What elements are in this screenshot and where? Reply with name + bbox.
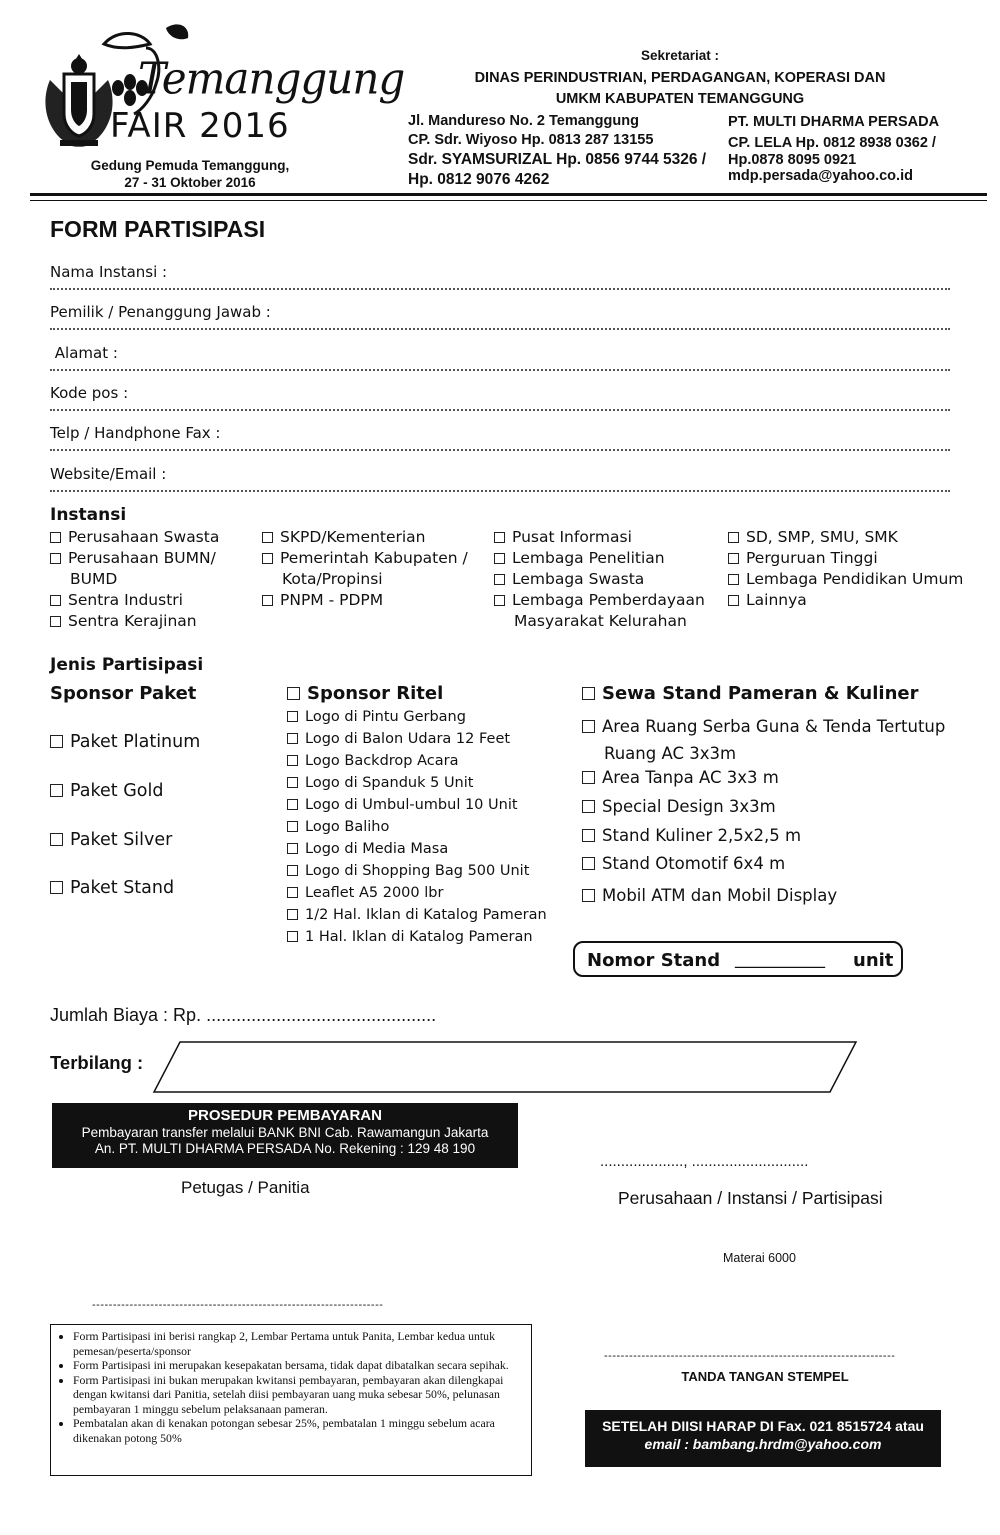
option-ritel[interactable]: Logo di Pintu Gerbang [287,706,547,728]
checkbox[interactable] [50,881,63,894]
note-item: • Pembatalan akan di kenakan potongan sebesar 25%, pembatalan 1 minggu sebelum acara dikenakan potong 50% [73,1416,525,1445]
checkbox[interactable] [262,553,273,564]
field-alamat[interactable] [50,335,950,371]
note-item: • Form Partisipasi ini berisi rangkap 2, Lembar Pertama untuk Panita, Lembar kedua untuk pemesan/peserta/sponsor [73,1329,525,1358]
checkbox[interactable] [50,553,61,564]
checkbox[interactable] [582,889,595,902]
materai-label: Materai 6000 [723,1251,796,1265]
perusahaan-label: Perusahaan / Instansi / Partisipasi [618,1188,883,1208]
option-ritel[interactable]: 1 Hal. Iklan di Katalog Pameran [287,926,547,948]
petugas-label: Petugas / Panitia [181,1178,310,1197]
option-skpd[interactable]: SKPD/Kementerian [262,527,468,548]
option-ritel[interactable]: Logo Baliho [287,816,547,838]
option-perusahaan-bumn[interactable]: Perusahaan BUMN/ BUMD [50,548,219,590]
instansi-col-2 [262,527,468,611]
field-label: Kode pos : [50,384,129,402]
field-telp[interactable] [50,415,950,451]
checkbox[interactable] [287,843,298,854]
secretariat-cp-1: CP. Sdr. Wiyoso Hp. 0813 287 13155 [408,132,654,148]
checkbox[interactable] [582,771,595,784]
header-rule-thin [30,200,987,201]
checkbox[interactable] [494,574,505,585]
instansi-heading: Instansi [50,505,127,525]
checkbox[interactable] [287,931,298,942]
option-paket-gold[interactable]: Paket Gold [50,781,163,801]
checkbox[interactable] [728,595,739,606]
option-lainnya[interactable]: Lainnya [728,590,963,611]
event-dates: 27 - 31 Oktober 2016 [124,175,256,190]
company-email: mdp.persada@yahoo.co.id [728,168,913,184]
org-line-2: UMKM KABUPATEN TEMANGGUNG [555,91,805,107]
option-sd-smp-smu-smk[interactable]: SD, SMP, SMU, SMK [728,527,963,548]
option-ritel[interactable]: Leaflet A5 2000 lbr [287,882,547,904]
option-pnpm[interactable]: PNPM - PDPM [262,590,468,611]
venue: Gedung Pemuda Temanggung, [90,158,290,173]
notes-box [50,1324,532,1476]
logo-fair: FAIR 2016 [110,106,290,146]
checkbox[interactable] [262,595,273,606]
checkbox[interactable] [287,687,300,700]
company-cp-2: Hp.0878 8095 0921 [728,152,857,168]
field-label: Nama Instansi : [50,263,168,281]
option-ritel[interactable]: Logo di Shopping Bag 500 Unit [287,860,547,882]
fax-line-2: email : bambang.hrdm@yahoo.com [644,1436,882,1452]
checkbox[interactable] [494,595,505,606]
header-rule-thick [30,193,987,196]
prosedur-line-2: An. PT. MULTI DHARMA PERSADA No. Rekening : 129 48 190 [94,1141,476,1156]
checkbox[interactable] [50,833,63,846]
option-sentra-kerajinan[interactable]: Sentra Kerajinan [50,611,219,632]
company-cp-1: CP. LELA Hp. 0812 8938 0362 / [728,135,936,151]
option-paket-stand[interactable]: Paket Stand [50,878,174,898]
checkbox[interactable] [287,887,298,898]
option-stand-kuliner[interactable]: Stand Kuliner 2,5x2,5 m [582,826,801,845]
checkbox[interactable] [287,755,298,766]
terbilang-input[interactable] [150,1040,862,1094]
nomor-stand-box[interactable] [573,941,903,977]
checkbox[interactable] [50,616,61,627]
terbilang-label: Terbilang : [50,1052,144,1073]
checkbox[interactable] [728,532,739,543]
secretariat-cp-2: Sdr. SYAMSURIZAL Hp. 0856 9744 5326 / [408,151,707,168]
field-kode-pos[interactable] [50,375,950,411]
checkbox[interactable] [262,532,273,543]
option-pemerintah-kabupaten[interactable]: Pemerintah Kabupaten / Kota/Propinsi [262,548,468,590]
form-title: FORM PARTISIPASI [50,216,266,242]
nomor-stand-unit: unit [853,950,894,971]
secretariat-address: Jl. Mandureso No. 2 Temanggung [408,113,639,129]
nomor-stand-label: Nomor Stand [587,950,721,971]
option-pusat-informasi[interactable]: Pusat Informasi [494,527,705,548]
option-perusahaan-swasta[interactable]: Perusahaan Swasta [50,527,219,548]
option-area-ruang-serba-guna[interactable]: Area Ruang Serba Guna & Tenda Tertutup Ruang AC 3x3m [582,713,945,767]
checkbox[interactable] [287,865,298,876]
checkbox[interactable] [287,711,298,722]
option-sponsor-ritel[interactable] [287,683,443,704]
option-ritel[interactable]: 1/2 Hal. Iklan di Katalog Pameran [287,904,547,926]
logo-script: Temanggung [138,52,405,105]
sponsor-ritel-list [287,706,547,948]
option-lembaga-swasta[interactable]: Lembaga Swasta [494,569,705,590]
field-label: Pemilik / Penanggung Jawab : [50,303,271,321]
checkbox[interactable] [494,532,505,543]
checkbox[interactable] [287,777,298,788]
checkbox[interactable] [582,857,595,870]
note-item: • Form Partisipasi ini bukan merupakan kwitansi pembayaran, pembayaran akan dilengkapai dengan kwitansi dari Panitia, setelah diisi pembayaran uang muka sebesar 50%, pelunasan pembayaran 1 minggu sebelum pelaksanaan pameran. [73,1373,525,1417]
checkbox[interactable] [287,909,298,920]
company-name: PT. MULTI DHARMA PERSADA [728,114,940,130]
checkbox[interactable] [50,532,61,543]
option-special-design[interactable]: Special Design 3x3m [582,797,776,816]
option-sewa-stand[interactable] [582,683,918,704]
secretariat-cp-3: Hp. 0812 9076 4262 [408,171,550,188]
checkbox[interactable] [287,799,298,810]
sponsor-ritel-heading: Sponsor Ritel [307,683,444,704]
field-website-email[interactable] [50,456,950,492]
fax-box [585,1410,941,1467]
checkbox[interactable] [728,553,739,564]
option-perguruan-tinggi[interactable]: Perguruan Tinggi [728,548,963,569]
option-lembaga-pendidikan-umum[interactable]: Lembaga Pendidikan Umum [728,569,963,590]
stempel-signature-line: ---------------------------------------------------------------------- [604,1350,896,1362]
option-ritel[interactable]: Logo Backdrop Acara [287,750,547,772]
checkbox[interactable] [582,687,595,700]
option-mobil-atm[interactable]: Mobil ATM dan Mobil Display [582,886,837,905]
secretariat-label: Sekretariat : [640,48,720,63]
checkbox[interactable] [494,553,505,564]
note-item: • Form Partisipasi ini merupakan kesepakatan bersama, tidak dapat dibatalkan secara sepihak. [73,1358,525,1373]
place-date[interactable]: ...................., ............................ [600,1153,809,1170]
option-paket-silver[interactable]: Paket Silver [50,830,172,850]
option-ritel[interactable]: Logo di Media Masa [287,838,547,860]
checkbox[interactable] [287,821,298,832]
checkbox[interactable] [50,784,63,797]
notes-list [57,1329,525,1445]
nomor-stand-blank[interactable]: __________ [735,948,825,969]
checkbox[interactable] [50,735,63,748]
prosedur-line-1: Pembayaran transfer melalui BANK BNI Cab. Rawamangun Jakarta [81,1125,489,1140]
option-ritel[interactable]: Logo di Balon Udara 12 Feet [287,728,547,750]
field-label: Telp / Handphone Fax : [50,424,221,442]
option-ritel[interactable]: Logo di Umbul-umbul 10 Unit [287,794,547,816]
field-label: Website/Email : [50,465,167,483]
checkbox[interactable] [50,595,61,606]
stempel-label: TANDA TANGAN STEMPEL [681,1369,849,1384]
option-ritel[interactable]: Logo di Spanduk 5 Unit [287,772,547,794]
sponsor-paket-heading: Sponsor Paket [50,683,197,704]
prosedur-box [52,1103,518,1168]
option-lembaga-penelitian[interactable]: Lembaga Penelitian [494,548,705,569]
option-paket-platinum[interactable]: Paket Platinum [50,732,200,752]
event-logo [38,18,405,158]
fax-line-1: SETELAH DIISI HARAP DI Fax. 021 8515724 atau [602,1418,924,1434]
option-stand-otomotif[interactable]: Stand Otomotif 6x4 m [582,854,785,873]
org-line-1: DINAS PERINDUSTRIAN, PERDAGANGAN, KOPERASI DAN [474,70,886,86]
field-nama-instansi[interactable] [50,254,950,290]
checkbox[interactable] [728,574,739,585]
petugas-signature-line: ---------------------------------------------------------------------- [92,1299,384,1311]
checkbox[interactable] [582,829,595,842]
instansi-col-3 [494,527,705,632]
field-penanggung-jawab[interactable] [50,294,950,330]
jumlah-biaya[interactable]: Jumlah Biaya : Rp. .............................................. [50,1005,437,1025]
prosedur-title: PROSEDUR PEMBAYARAN [188,1107,382,1124]
option-sentra-industri[interactable]: Sentra Industri [50,590,219,611]
option-area-tanpa-ac[interactable]: Area Tanpa AC 3x3 m [582,768,779,787]
instansi-col-4 [728,527,963,611]
jenis-heading: Jenis Partisipasi [50,655,204,675]
instansi-col-1 [50,527,219,632]
sewa-stand-heading: Sewa Stand Pameran & Kuliner [602,683,919,704]
checkbox[interactable] [582,800,595,813]
checkbox[interactable] [582,720,595,733]
field-label: Alamat : [50,344,118,362]
option-lembaga-pemberdayaan[interactable]: Lembaga Pemberdayaan Masyarakat Kelurahan [494,590,705,632]
checkbox[interactable] [287,733,298,744]
